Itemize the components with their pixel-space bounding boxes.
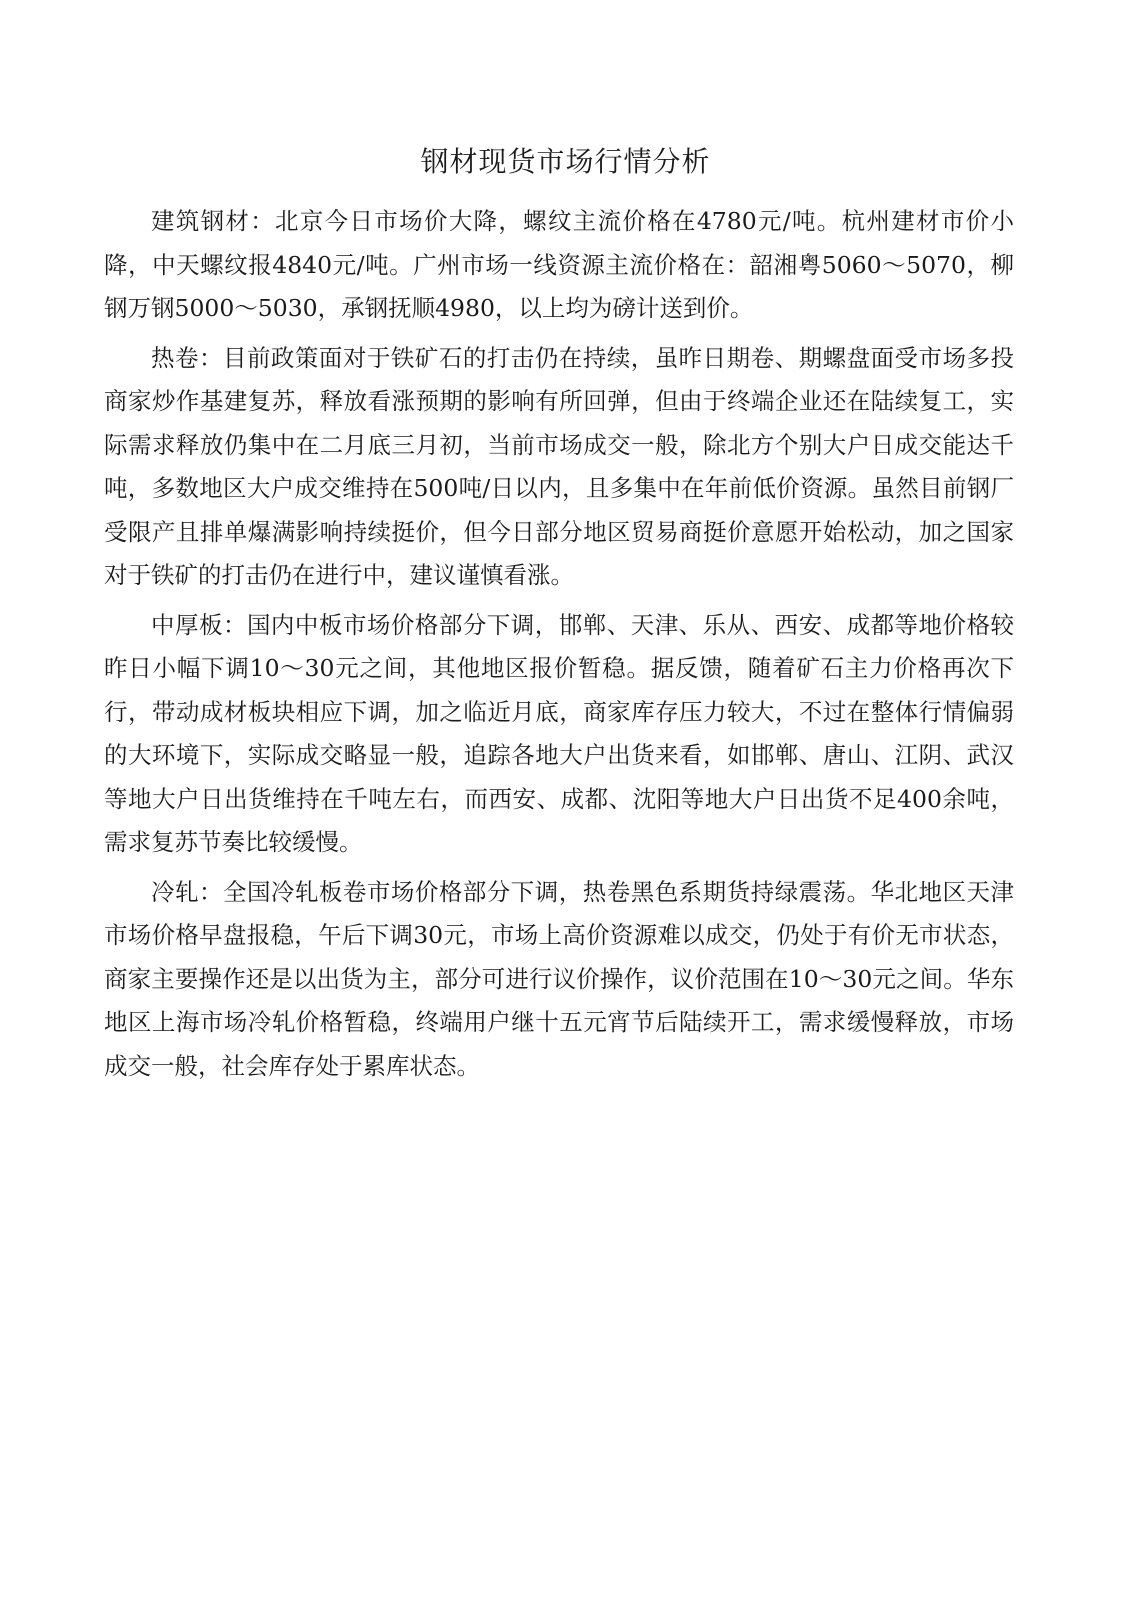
paragraph-hot-rolled-coil: 热卷：目前政策面对于铁矿石的打击仍在持续，虽昨日期卷、期螺盘面受市场多投商家炒作基建复苏，释放看涨预期的影响有所回弹，但由于终端企业还在陆续复工，实际需求释放仍集中在二月底三月初，当前市场成交一般，除北方个别大户日成交能达千吨，多数地区大户成交维持在500吨/日以内，且多集中在年前低价资源。虽然目前钢厂受限产且排单爆满影响持续挺价，但今日部分地区贸易商挺价意愿开始松动，加之国家对于铁矿的打击仍在进行中，建议谨慎看涨。 — [104, 343, 1014, 589]
paragraph-construction-steel: 建筑钢材：北京今日市场价大降，螺纹主流价格在4780元/吨。杭州建材市价小降，中天螺纹报4840元/吨。广州市场一线资源主流价格在：韶湘粤5060～5070，柳钢万钢5000～5030，承钢抚顺4980，以上均为磅计送到价。 — [104, 207, 1014, 322]
document-title: 钢材现货市场行情分析 — [420, 145, 711, 178]
document-body — [104, 200, 1014, 1094]
paragraph-cold-rolled: 冷轧：全国冷轧板卷市场价格部分下调，热卷黑色系期货持绿震荡。华北地区天津市场价格早盘报稳，午后下调30元，市场上高价资源难以成交，仍处于有价无市状态，商家主要操作还是以出货为主，部分可进行议价操作，议价范围在10～30元之间。华东地区上海市场冷轧价格暂稳，终端用户继十五元宵节后陆续开工，需求缓慢释放，市场成交一般，社会库存处于累库状态。 — [104, 877, 1014, 1080]
paragraph-medium-thick-plate: 中厚板：国内中板市场价格部分下调，邯郸、天津、乐从、西安、成都等地价格较昨日小幅下调10～30元之间，其他地区报价暂稳。据反馈，随着矿石主力价格再次下行，带动成材板块相应下调，加之临近月底，商家库存压力较大，不过在整体行情偏弱的大环境下，实际成交略显一般，追踪各地大户出货来看，如邯郸、唐山、江阴、武汉等地大户日出货维持在千吨左右，而西安、成都、沈阳等地大户日出货不足400余吨，需求复苏节奏比较缓慢。 — [104, 610, 1014, 856]
